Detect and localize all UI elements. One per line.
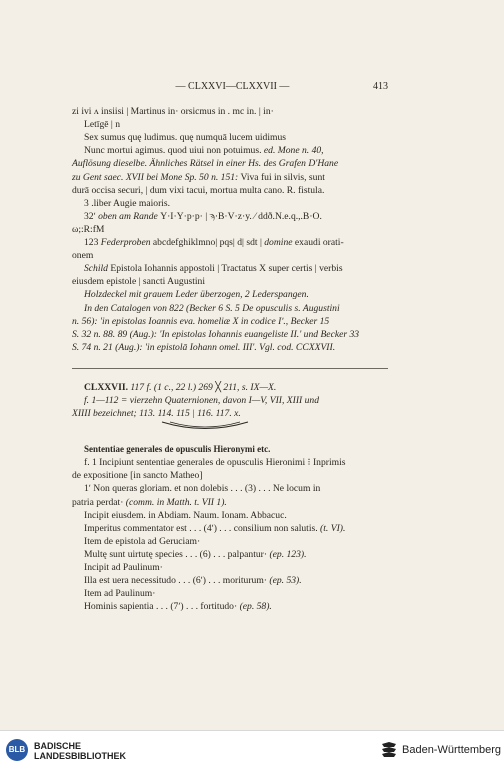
line-italic: In den Catalogen von 822 (Becker 6 S. 5 De opusculis s. Augustini [84, 302, 340, 314]
text-line [72, 288, 388, 301]
line-italic: S. 74 n. 21 (Aug.): 'in epistolā Iohann omel. III'. Vgl. cod. CCXXVII. [72, 341, 336, 353]
running-head: — CLXXVI—CLXXVII — [175, 81, 290, 92]
line-text: Epistola Iohannis appostoli | Tractatus X super certis | verbis [107, 263, 343, 275]
line-italic: Federproben [98, 237, 153, 249]
text-line [72, 600, 388, 613]
line-text: durā occisa securi, | dum vixi tacui, mortua multa cano. R. fistula. [72, 184, 325, 196]
line-italic: n. 56): 'in epistolas Ioannis eva. homeliæ X in codice Iʹ., Becker 15 [72, 315, 330, 327]
text-line [72, 482, 388, 495]
line-text: Item ad Paulinum· [84, 588, 156, 600]
line-text: Multę sunt uirtutę species . . . (6) . . . palpantur· [84, 548, 268, 560]
text-line [72, 236, 388, 249]
section-title: Sententiae generales de opusculis Hieronymi etc. [84, 444, 271, 455]
line-italic: S. 32 n. 88. 89 (Aug.): 'In epistolas Iohannis euangeliste II.' und Becker 33 [72, 328, 360, 340]
line-italic: 117 f. (1 c., 22 l.) 269 ╳ 211, s. IX—X. [127, 381, 277, 393]
line-italic: f. 1—112 = vierzehn Quaternionen, davon I—V, VII, XIII und [84, 394, 319, 406]
section-divider [72, 368, 388, 369]
line-text: exaudi orati- [292, 237, 344, 249]
line-text: patria perdat· [72, 496, 124, 508]
blb-logo[interactable]: BLB [6, 739, 28, 761]
line-text: eiusdem epistole | sancti Augustini [72, 276, 206, 288]
line-text: 3 .liber Augie maioris. [84, 197, 171, 209]
library-name-line: BADISCHE [34, 741, 82, 751]
text-line [72, 105, 388, 118]
line-text: Imperitus commentator est . . . (4ʹ) . . . consilium non salutis. [84, 522, 318, 534]
text-line [72, 509, 388, 522]
text-line [72, 394, 388, 407]
line-text: Sex sumus quę ludimus. quę numquā lucem uidimus [84, 132, 286, 144]
line-italic: Holzdeckel mit grauem Leder überzogen, 2 Lederspangen. [84, 289, 309, 301]
line-text: zi ivi ʌ insiisi | Martinus in· orsicmus in . mc in. | in· [72, 106, 274, 118]
line-text: Hominis sapientia . . . (7ʹ) . . . fortitudo· [84, 601, 238, 613]
text-line [72, 302, 388, 315]
footer-bar [0, 730, 504, 770]
codex-heading: CLXXVII. [84, 381, 128, 393]
line-italic: XIIII bezeichnet; 113. 114. 115 | 116. 117. x. [72, 408, 241, 420]
line-text: de expositione [in sancto Matheo] [72, 470, 203, 482]
library-name[interactable] [34, 741, 126, 761]
line-text: f. 1 Incipiunt sententiae generales de opusculis Hieronimi ⁝ Inprimis [84, 457, 346, 469]
text-line [72, 443, 388, 456]
line-text: 32ʹ [84, 210, 96, 222]
text-line [72, 223, 388, 236]
line-text: Letīgē | n [84, 119, 121, 131]
text-line [72, 522, 388, 535]
line-italic: domine [261, 237, 293, 249]
line-italic: (ep. 53). [267, 575, 302, 587]
text-line [72, 561, 388, 574]
text-line [72, 144, 388, 157]
text-line [72, 210, 388, 223]
text-line [72, 574, 388, 587]
text-line [72, 275, 388, 288]
text-line [72, 469, 388, 482]
line-text: Item de epistola ad Geruciam· [84, 535, 201, 547]
text-line [72, 118, 388, 131]
text-line [72, 262, 388, 275]
page-header [72, 80, 388, 93]
line-italic: (ep. 58). [237, 601, 272, 613]
line-text: ω;:R:fM [72, 223, 105, 235]
line-text: Incipit eiusdem. in Abdiam. Naum. Ionam. Abbacuc. [84, 509, 287, 521]
library-name-line: LANDESBIBLIOTHEK [34, 751, 126, 761]
text-line [72, 381, 388, 394]
text-line [72, 328, 388, 341]
line-text: onem [72, 250, 94, 262]
baden-wuerttemberg-lions-icon[interactable] [380, 741, 398, 759]
text-line [72, 587, 388, 600]
line-italic: zu Gent saec. XVII bei Mone Sp. 50 n. 151: [72, 171, 239, 183]
text-line [72, 341, 388, 354]
state-name[interactable]: Baden-Württemberg [402, 744, 502, 756]
line-text: Illa est uera necessitudo . . . (6ʹ) . . . moriturum· [84, 575, 267, 587]
text-line [72, 456, 388, 469]
line-text: 1ʹ Non queras gloriam. et non dolebis . . . (3) . . . Ne locum in [84, 483, 321, 495]
line-italic: (ep. 123). [267, 548, 307, 560]
text-line [72, 184, 388, 197]
text-line [72, 548, 388, 561]
line-text: 123 [84, 237, 99, 249]
line-text: abcdefghiklmno| pqs| d| sdt | [152, 237, 262, 249]
line-italic: ed. Mone n. 40, [261, 145, 324, 157]
page-content [72, 80, 388, 613]
text-line [72, 171, 388, 184]
line-text: Viva fui in silvis, sunt [238, 171, 325, 183]
text-line [72, 131, 388, 144]
line-text: Υ·Ι·Υ·p·p· | ϡ·B·V·z·y. ⁄ ddð.N.e.q.,.B·O. [160, 210, 322, 222]
text-line [72, 315, 388, 328]
line-text: Nunc mortui agimus. quod uiui non potuimus. [84, 145, 262, 157]
text-line [72, 496, 388, 509]
line-italic: (comm. in Matth. t. VII 1). [123, 496, 227, 508]
line-italic: Auflösung dieselbe. Ähnliches Rätsel in einer Hs. des Grafen D'Hane [72, 158, 339, 170]
text-line [72, 197, 388, 210]
text-line [72, 157, 388, 170]
text-line [72, 249, 388, 262]
page-number: 413 [373, 81, 388, 92]
text-line [72, 407, 388, 420]
line-italic: Schild [84, 263, 108, 275]
line-text: Incipit ad Paulinum· [84, 562, 163, 573]
editorial-swoosh-mark [160, 421, 250, 433]
line-italic: (t. VI). [317, 522, 346, 534]
line-italic: oben am Rande [95, 210, 161, 222]
text-line [72, 535, 388, 548]
